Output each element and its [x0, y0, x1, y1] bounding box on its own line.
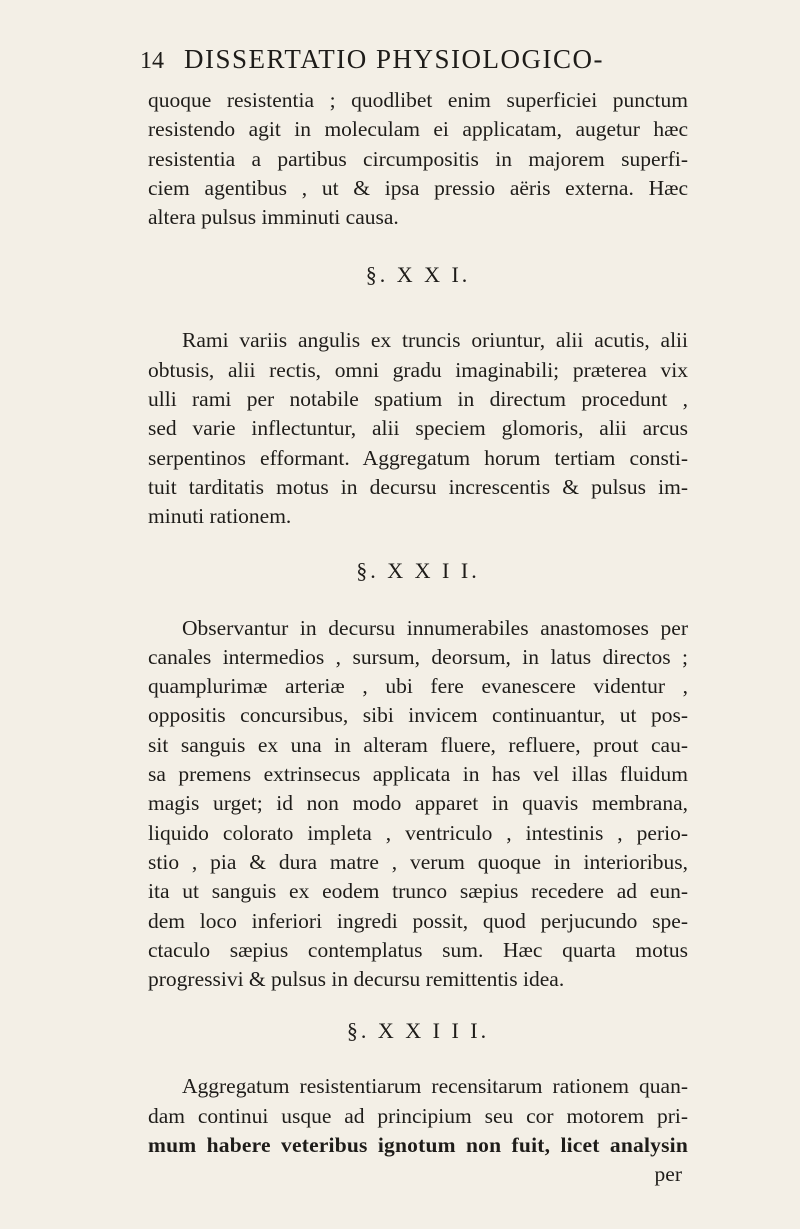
text-line: obtusis, alii rectis, omni gradu imaginabili; præterea vix — [148, 357, 688, 382]
running-header — [140, 40, 700, 76]
text-line: canales intermedios , sursum, deorsum, in latus directos ; — [148, 644, 688, 669]
text-line: tuit tarditatis motus in decursu increscentis & pulsus im- — [148, 474, 688, 499]
catchword: per — [654, 1162, 682, 1187]
text-line: sit sanguis ex una in alteram fluere, refluere, prout cau- — [148, 732, 688, 757]
text-line: sa premens extrinsecus applicata in has vel illas fluidum — [148, 762, 688, 787]
page-number: 14 — [140, 48, 164, 74]
paragraph — [148, 326, 688, 531]
text-line: serpentinos efformant. Aggregatum horum tertiam consti- — [148, 445, 688, 470]
text-line: Aggregatum resistentiarum recensitarum rationem quan- — [182, 1074, 688, 1099]
text-line: resistentia a partibus circumpositis in majorem superfi- — [148, 146, 688, 171]
text-line: minuti rationem. — [148, 504, 292, 529]
text-line: stio , pia & dura matre , verum quoque in interioribus, — [148, 849, 688, 874]
text-line: Observantur in decursu innumerabiles anastomoses per — [182, 615, 688, 640]
text-line: magis urget; id non modo apparet in quavis membrana, — [148, 791, 688, 816]
section-heading: §. X X I I I. — [346, 1018, 490, 1044]
text-line: mum habere veteribus ignotum non fuit, licet analysin — [148, 1133, 688, 1158]
text-line: ita ut sanguis ex eodem trunco sæpius recedere ad eun- — [148, 879, 688, 904]
text-line: ctaculo sæpius contemplatus sum. Hæc quarta motus — [148, 937, 688, 962]
paragraph — [148, 614, 688, 995]
text-line: dam continui usque ad principium seu cor motorem pri- — [148, 1103, 688, 1128]
text-line: resistendo agit in moleculam ei applicatam, augetur hæc — [148, 117, 688, 142]
text-line: sed varie inflectuntur, alii speciem glomoris, alii arcus — [148, 416, 688, 441]
text-line: progressivi & pulsus in decursu remittentis idea. — [148, 967, 565, 992]
text-line: ulli rami per notabile spatium in directum procedunt , — [148, 387, 688, 412]
text-line: Rami variis angulis ex truncis oriuntur, alii acutis, alii — [182, 328, 688, 353]
text-line: dem loco inferiori ingredi possit, quod perjucundo spe- — [148, 908, 688, 933]
paragraph — [148, 1072, 688, 1160]
text-line: altera pulsus imminuti causa. — [148, 205, 399, 230]
text-line: ciem agentibus , ut & ipsa pressio aëris externa. Hæc — [148, 175, 688, 200]
text-line: quamplurimæ arteriæ , ubi fere evanescere videntur , — [148, 674, 688, 699]
section-heading: §. X X I I. — [356, 557, 480, 583]
paragraph — [148, 86, 688, 232]
text-body — [148, 86, 688, 1189]
text-line: oppositis concursibus, sibi invicem continuantur, ut pos- — [148, 703, 688, 728]
text-line: liquido colorato impleta , ventriculo , intestinis , perio- — [148, 820, 688, 845]
text-line: quoque resistentia ; quodlibet enim superficiei punctum — [148, 88, 688, 112]
section-heading: §. X X I. — [365, 262, 471, 288]
running-title: DISSERTATIO PHYSIOLOGICO- — [184, 44, 604, 74]
